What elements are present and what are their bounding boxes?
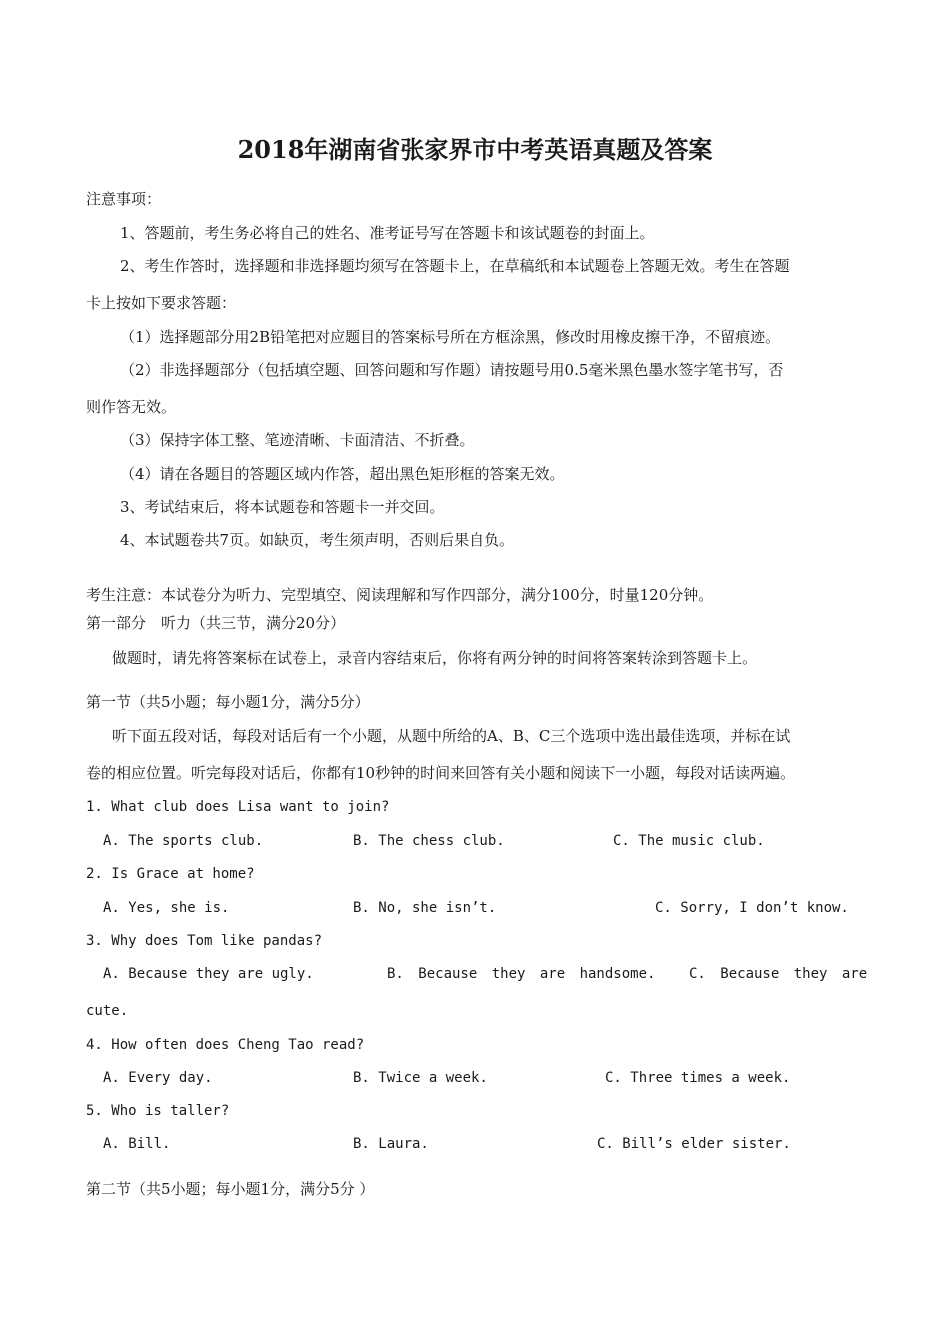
q2-option-b: B. No, she isn’t. (353, 900, 497, 916)
notice-sub-2-cont: 则作答无效。 (86, 398, 177, 416)
part1-heading: 第一部分 听力（共三节，满分20分） (86, 614, 346, 632)
q4-option-a: A. Every day. (103, 1070, 213, 1086)
q3-option-b: B. Because they are handsome. (387, 966, 656, 982)
page-title: 2018年湖南省张家界市中考英语真题及答案 (237, 135, 713, 164)
question-2: 2. Is Grace at home? (86, 866, 255, 882)
notice-sub-2: （2）非选择题部分（包括填空题、回答问题和写作题）请按题号用0.5毫米黑色墨水签字笔书写，否 (120, 361, 784, 379)
q1-option-b: B. The chess club. (353, 833, 505, 849)
q2-option-c: C. Sorry, I don’t know. (655, 900, 849, 916)
question-4: 4. How often does Cheng Tao read? (86, 1037, 365, 1053)
q1-option-a: A. The sports club. (103, 833, 264, 849)
notice-sub-4: （4）请在各题目的答题区域内作答，超出黑色矩形框的答案无效。 (120, 465, 565, 483)
notice-sub-1: （1）选择题部分用2B铅笔把对应题目的答案标号所在方框涂黑，修改时用橡皮擦干净，不留痕迹。 (120, 328, 781, 346)
exam-note: 考生注意：本试卷分为听力、完型填空、阅读理解和写作四部分，满分100分，时量120分钟。 (86, 586, 714, 604)
q4-option-b: B. Twice a week. (353, 1070, 488, 1086)
q3-option-c: C. Because they are (689, 966, 868, 982)
q1-option-c: C. The music club. (613, 833, 765, 849)
section1-heading: 第一节（共5小题；每小题1分，满分5分） (86, 693, 370, 711)
q3-option-a: A. Because they are ugly. (103, 966, 314, 982)
q3-option-c-cont: cute. (86, 1003, 129, 1019)
notice-item-1: 1、答题前，考生务必将自己的姓名、准考证号写在答题卡和该试题卷的封面上。 (120, 224, 655, 242)
question-1: 1. What club does Lisa want to join? (86, 799, 390, 815)
notice-heading: 注意事项： (86, 190, 162, 208)
question-5: 5. Who is taller? (86, 1103, 230, 1119)
part1-instruction: 做题时，请先将答案标在试卷上，录音内容结束后，你将有两分钟的时间将答案转涂到答题卡上。 (112, 649, 758, 667)
question-3: 3. Why does Tom like pandas? (86, 933, 323, 949)
q4-option-c: C. Three times a week. (605, 1070, 791, 1086)
notice-sub-3: （3）保持字体工整、笔迹清晰、卡面清洁、不折叠。 (120, 431, 475, 449)
section2-heading: 第二节（共5小题；每小题1分，满分5分 ） (86, 1180, 375, 1198)
notice-item-4: 4、本试题卷共7页。如缺页，考生须声明，否则后果自负。 (120, 531, 515, 549)
notice-item-3: 3、考试结束后，将本试题卷和答题卡一并交回。 (120, 498, 445, 516)
notice-item-2: 2、考生作答时，选择题和非选择题均须写在答题卡上，在草稿纸和本试题卷上答题无效。考生在答题 (120, 257, 790, 275)
q5-option-b: B. Laura. (353, 1136, 429, 1152)
q5-option-c: C. Bill’s elder sister. (597, 1136, 791, 1152)
section1-instruction: 听下面五段对话，每段对话后有一个小题，从题中所给的A、B、C三个选项中选出最佳选项，并标在试 (112, 727, 791, 745)
q5-option-a: A. Bill. (103, 1136, 171, 1152)
section1-instruction-cont: 卷的相应位置。听完每段对话后，你都有10秒钟的时间来回答有关小题和阅读下一小题，每段对话读两遍。 (86, 764, 796, 782)
notice-item-2-cont: 卡上按如下要求答题： (86, 294, 237, 312)
q2-option-a: A. Yes, she is. (103, 900, 230, 916)
